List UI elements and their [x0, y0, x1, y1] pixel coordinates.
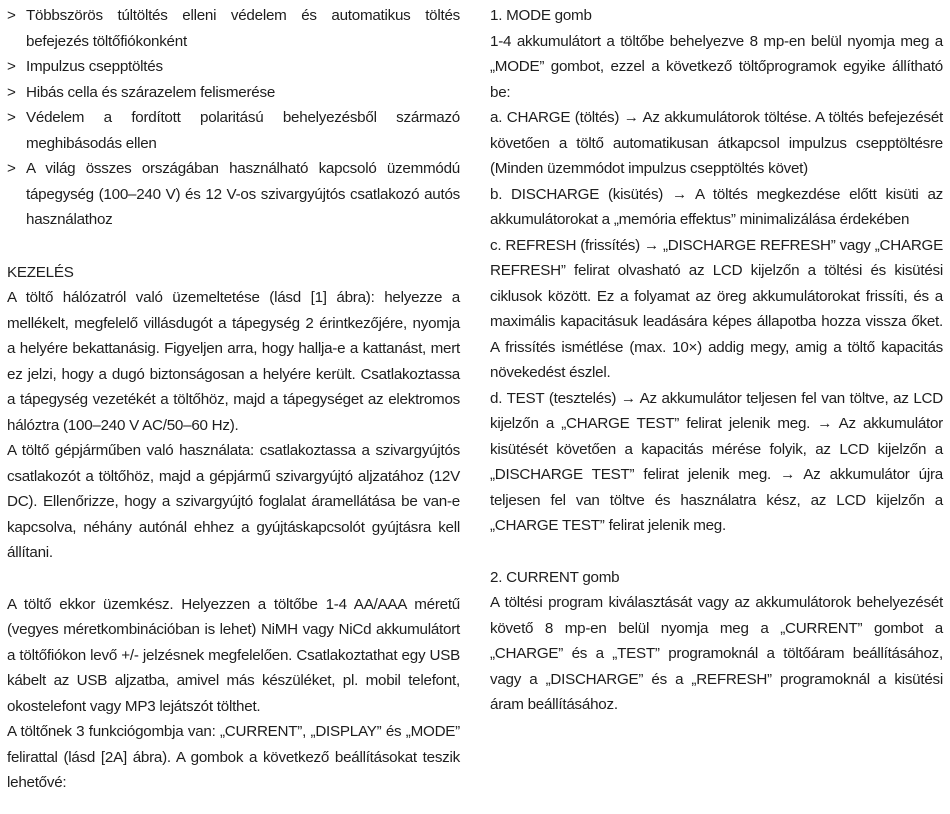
- paragraph-buttons: A töltőnek 3 funkciógombja van: „CURRENT”, „DISPLAY” és „MODE” felirattal (lásd [2A] ábra). A gombok a következő beállításokat teszik lehetővé:: [7, 723, 460, 791]
- current-button-title: 2. CURRENT gomb: [490, 568, 620, 586]
- feature-list: [7, 3, 460, 233]
- current-text: A töltési program kiválasztását vagy az akkumulátorok behelyezését követő 8 mp-en belül nyomja meg a „CURRENT” gombot a „CHARGE” és a „TEST” programoknál a töltőáram beállításához, vagy a „DISCHARGE” és a „REFRESH” programoknál a kisütési áram beállításához.: [490, 594, 943, 713]
- mode-charge: a. CHARGE (töltés) → Az akkumulátorok töltése. A töltés befejezését követően a töltő automatikusan átkapcsol impulzus csepptöltésre (Minden üzemmódot impulzus csepptöltés követ): [490, 109, 943, 177]
- feature-text: Hibás cella és szárazelem felismerése: [26, 83, 276, 101]
- spacer: [7, 233, 460, 260]
- mode-intro: 1-4 akkumulátort a töltőbe behelyezve 8 mp-en belül nyomja meg a „MODE” gombot, ezzel a következő töltőprogramok egyike állítható be:: [490, 32, 943, 101]
- mode-refresh: c. REFRESH (frissítés) → „DISCHARGE REFRESH” vagy „CHARGE REFRESH” felirat olvasható az LCD kijelzőn a töltési és kisütési ciklusok között. Ez a folyamat az öreg akkumulátorokat frissíti, és a maximális kapacitásuk leadására képes állapotba hozza vissza őket. A frissítés ismétlése (max. 10×) addig megy, amig a töltő kapacitás növekedést észlel.: [490, 236, 943, 381]
- right-column: [490, 3, 943, 718]
- spacer: [490, 539, 943, 565]
- bullet-marker: >: [7, 109, 16, 126]
- feature-item: [7, 54, 460, 80]
- feature-item: [7, 80, 460, 106]
- mode-test: d. TEST (tesztelés) → Az akkumulátor teljesen fel van töltve, az LCD kijelzőn a „CHARGE TEST” felirat jelenik meg. → Az akkumulátor kisütését követően a kapacitás mérése folyik, az LCD kijelzőn a „DISCHARGE TEST” felirat jelenik meg. → Az akkumulátor újra teljesen fel van töltve és használatra kész, az LCD kijelzőn a „CHARGE TEST” felirat jelenik meg.: [490, 389, 943, 534]
- feature-text: Védelem a fordított polaritású behelyezésből származó meghibásodás ellen: [26, 109, 460, 152]
- paragraph-ready: A töltő ekkor üzemkész. Helyezzen a töltőbe 1-4 AA/AAA méretű (vegyes méretkombinációban is lehet) NiMH vagy NiCd akkumulátort a töltőfiókon levő +/- jelzésnek megfelelően. Csatlakoztathat egy USB kábelt az USB aljzatba, amivel más készüléket, pl. mobil telefont, okostelefont vagy MP3 lejátszót tölthet.: [7, 595, 460, 715]
- mode-button-title: 1. MODE gomb: [490, 7, 592, 24]
- bullet-marker: >: [7, 7, 16, 24]
- feature-item: [7, 3, 460, 54]
- feature-text: Impulzus csepptöltés: [26, 58, 163, 75]
- paragraph-vehicle: A töltő gépjárműben való használata: csatlakoztassa a szivargyújtós csatlakozót a töltőhöz, majd a gépjármű szivargyújtó aljzatához (12V DC). Ellenőrizze, hogy a szivargyújtó foglalat áramellátása be van-e kapcsolva, néhány autónál ehhez a gyújtáskapcsolót gyújtásra kell állítani.: [7, 442, 460, 561]
- bullet-marker: >: [7, 58, 16, 75]
- feature-item: [7, 105, 460, 156]
- bullet-marker: >: [7, 160, 16, 177]
- feature-text: A világ összes országában használható kapcsoló üzemmódú tápegység (100–240 V) és 12 V-os szivargyújtós csatlakozó autós használathoz: [26, 160, 460, 228]
- spacer: [7, 566, 460, 592]
- section-heading: KEZELÉS: [7, 263, 74, 281]
- feature-text: Többszörös túltöltés elleni védelem és automatikus töltés befejezés töltőfiókonként: [26, 7, 460, 50]
- paragraph-mains: A töltő hálózatról való üzemeltetése (lásd [1] ábra): helyezze a mellékelt, megfelelő villásdugót a tápegység 2 érintkezőjére, nyomja a helyére bekattanásig. Figyeljen arra, hogy hallja-e a kattanást, mert ez jelzi, hogy a dugó biztonságosan a helyére került. Csatlakoztassa a tápegység vezetékét a töltőhöz, majd a tápegységet az elektromos hálóztra (100–240 V AC/50–60 Hz).: [7, 289, 460, 434]
- mode-discharge: b. DISCHARGE (kisütés) → A töltés megkezdése előtt kisüti az akkumulátorokat a „memória effektus” minimalizálása érdekében: [490, 185, 943, 228]
- bullet-marker: >: [7, 83, 16, 101]
- left-column: [7, 3, 460, 796]
- feature-item: [7, 156, 460, 233]
